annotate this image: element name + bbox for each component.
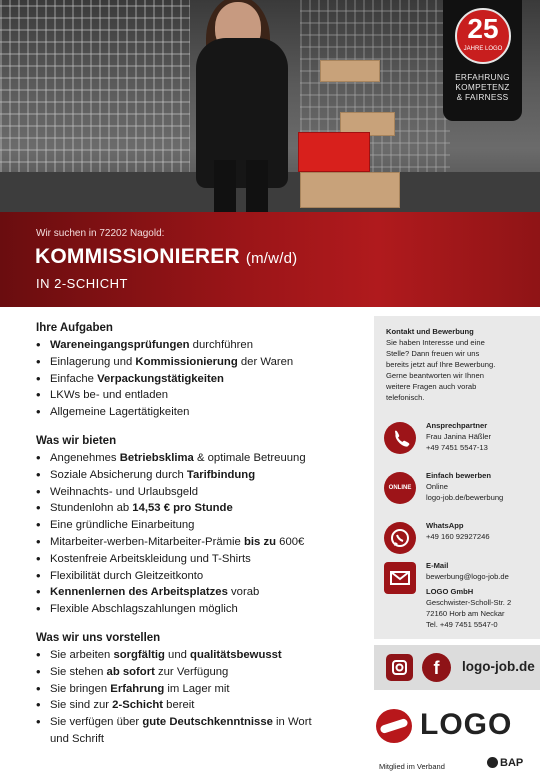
bap-text: BAP bbox=[500, 757, 524, 769]
list-item bbox=[36, 731, 356, 748]
online-label: Einfach bewerben bbox=[426, 471, 491, 480]
list-item-bold: qualitätsbewusst bbox=[190, 648, 282, 661]
contact-sidebar bbox=[374, 316, 540, 639]
badge-line-1: ERFAHRUNG bbox=[455, 72, 510, 82]
list-item-text: Mitarbeiter-werben-Mitarbeiter-Prämie bbox=[50, 535, 241, 548]
phone-icon bbox=[384, 422, 416, 454]
social-bar bbox=[374, 645, 540, 690]
list-item-bold: gute Deutschkenntnisse bbox=[142, 716, 273, 729]
list-item-text: durchführen bbox=[189, 339, 253, 351]
list-item-bold: Verpackungstätigkeiten bbox=[97, 372, 224, 385]
list-item bbox=[36, 337, 356, 354]
membership-note: Mitglied im Verband bbox=[379, 762, 445, 771]
list-item-text: Stundenlohn ab bbox=[50, 502, 133, 515]
website-link[interactable]: logo-job.de bbox=[462, 659, 535, 674]
contact-phone[interactable]: +49 7451 5547-13 bbox=[426, 443, 488, 452]
section-heading-bieten: Was wir bieten bbox=[36, 434, 117, 447]
contact-intro-line: bereits jetzt auf Ihre Bewerbung. bbox=[386, 360, 496, 369]
section-heading-aufgaben: Ihre Aufgaben bbox=[36, 322, 113, 334]
job-title-suffix: (m/w/d) bbox=[245, 250, 298, 267]
contact-intro-line: weitere Fragen auch vorab bbox=[386, 382, 477, 391]
badge-line-2: KOMPETENZ bbox=[455, 82, 510, 92]
list-item-text: zur Verfügung bbox=[154, 665, 229, 678]
list-item-text: und Schrift bbox=[50, 732, 105, 745]
whatsapp-row[interactable] bbox=[384, 522, 540, 562]
list-item bbox=[36, 647, 356, 664]
list-bieten bbox=[36, 450, 356, 618]
mail-icon bbox=[384, 562, 416, 594]
company-tel: Tel. +49 7451 5547-0 bbox=[426, 620, 498, 629]
list-item-text: Sie arbeiten bbox=[50, 648, 114, 661]
list-item bbox=[36, 387, 356, 404]
list-item-text: Flexible Abschlagszahlungen möglich bbox=[50, 603, 238, 616]
list-item-bold: ab sofort bbox=[106, 665, 155, 678]
section-heading-vorstellen: Was wir uns vorstellen bbox=[36, 631, 161, 644]
company-name: LOGO GmbH bbox=[426, 587, 474, 596]
whatsapp-icon bbox=[384, 522, 416, 554]
list-item bbox=[36, 484, 356, 501]
online-line2: Online bbox=[426, 482, 448, 491]
logo-swirl-icon bbox=[376, 709, 412, 743]
list-item-bold: Kommissionierung bbox=[135, 355, 238, 368]
list-item-text: 600€ bbox=[279, 535, 305, 548]
logo-wordmark: LOGO bbox=[420, 708, 513, 741]
contact-phone-row[interactable] bbox=[384, 422, 540, 462]
list-item bbox=[36, 371, 356, 388]
job-details bbox=[36, 322, 356, 762]
list-item bbox=[36, 500, 356, 517]
list-item-text: Soziale Absicherung durch bbox=[50, 468, 187, 481]
list-item-text: Sie sind zur bbox=[50, 699, 113, 712]
badge-line-3: & FAIRNESS bbox=[456, 92, 509, 102]
list-item-text: im Lager mit bbox=[164, 682, 230, 695]
list-item-bold: Wareneingangsprüfungen bbox=[50, 339, 190, 351]
list-item bbox=[36, 697, 356, 714]
list-item bbox=[36, 601, 356, 618]
list-item-bold: Betriebsklima bbox=[119, 451, 194, 464]
company-city: 72160 Horb am Neckar bbox=[426, 609, 505, 618]
whatsapp-label: WhatsApp bbox=[426, 521, 464, 530]
list-item-text: vorab bbox=[227, 586, 260, 599]
contact-label: Ansprechpartner bbox=[426, 421, 488, 430]
location-line: Wir suchen in 72202 Nagold: bbox=[36, 228, 165, 239]
list-item bbox=[36, 551, 356, 568]
list-item bbox=[36, 354, 356, 371]
list-item-text: Flexibilität durch Gleitzeitkonto bbox=[50, 569, 204, 582]
facebook-icon[interactable]: f bbox=[422, 653, 451, 682]
title-band bbox=[0, 212, 540, 307]
contact-intro-line: Sie haben Interesse und eine bbox=[386, 338, 485, 347]
anniversary-circle bbox=[455, 8, 511, 64]
contact-intro-title: Kontakt und Bewerbung bbox=[386, 327, 474, 336]
list-item-text: LKWs be- und entladen bbox=[50, 389, 169, 402]
list-item-text: Angenehmes bbox=[50, 451, 120, 464]
whatsapp-number[interactable]: +49 160 92927246 bbox=[426, 532, 490, 541]
online-url[interactable]: logo-job.de/bewerbung bbox=[426, 493, 504, 502]
email-label: E-Mail bbox=[426, 561, 449, 570]
anniversary-badge bbox=[443, 0, 522, 121]
contact-intro-line: Stelle? Dann freuen wir uns bbox=[386, 349, 480, 358]
email-address[interactable]: bewerbung@logo-job.de bbox=[426, 572, 509, 581]
company-logo bbox=[376, 706, 530, 746]
list-item-text: in Wort bbox=[272, 716, 312, 729]
shift-line: IN 2-SCHICHT bbox=[36, 276, 128, 291]
list-aufgaben bbox=[36, 337, 356, 421]
apply-online-row[interactable] bbox=[384, 472, 540, 512]
contact-name: Frau Janina Häßler bbox=[426, 432, 491, 441]
company-address bbox=[426, 586, 511, 630]
list-item-text: Allgemeine Lagertätigkeiten bbox=[50, 406, 190, 419]
list-item-text: Einfache bbox=[50, 372, 98, 385]
list-item bbox=[36, 714, 356, 731]
list-item bbox=[36, 517, 356, 534]
contact-intro-line: telefonisch. bbox=[386, 393, 425, 402]
instagram-icon[interactable] bbox=[386, 654, 413, 681]
list-item-bold: 2-Schicht bbox=[112, 699, 164, 712]
contact-intro-line: Gerne beantworten wir Ihnen bbox=[386, 371, 484, 380]
online-icon bbox=[384, 472, 416, 504]
list-item-bold: Kennenlernen des Arbeitsplatzes bbox=[50, 586, 228, 599]
list-item bbox=[36, 664, 356, 681]
list-item-text: der Waren bbox=[237, 355, 294, 368]
list-item-text: bereit bbox=[163, 699, 195, 712]
bap-logo bbox=[487, 757, 523, 769]
list-item bbox=[36, 584, 356, 601]
list-item-text: und bbox=[164, 648, 191, 661]
list-item-text: Sie stehen bbox=[50, 665, 107, 678]
online-icon-text: ONLINE bbox=[388, 485, 412, 491]
list-item bbox=[36, 404, 356, 421]
list-item bbox=[36, 450, 356, 467]
list-item bbox=[36, 467, 356, 484]
anniversary-number: 25 bbox=[467, 13, 499, 44]
list-item bbox=[36, 534, 356, 551]
list-item bbox=[36, 681, 356, 698]
list-vorstellen bbox=[36, 647, 356, 748]
list-item-text: Sie bringen bbox=[50, 682, 111, 695]
list-item bbox=[36, 568, 356, 585]
contact-intro bbox=[386, 326, 536, 403]
anniversary-sub: JAHRE LOGO bbox=[463, 46, 503, 52]
job-title bbox=[35, 245, 297, 269]
list-item-bold: 14,53 € pro Stunde bbox=[132, 502, 233, 515]
list-item-text: Eine gründliche Einarbeitung bbox=[50, 519, 195, 532]
list-item-bold: Tarifbindung bbox=[186, 468, 256, 481]
bap-dot-icon bbox=[487, 757, 498, 768]
company-street: Geschwister-Scholl-Str. 2 bbox=[426, 598, 512, 607]
list-item-text: Weihnachts- und Urlaubsgeld bbox=[50, 485, 198, 498]
list-item-bold: Erfahrung bbox=[110, 682, 165, 695]
list-item-bold: sorgfältig bbox=[113, 648, 165, 661]
list-item-text: Kostenfreie Arbeitskleidung und T-Shirts bbox=[50, 552, 251, 565]
list-item-text: & optimale Betreuung bbox=[193, 451, 306, 464]
list-item-text: Sie verfügen über bbox=[50, 716, 143, 729]
job-title-text: KOMMISSIONIERER bbox=[35, 245, 240, 268]
list-item-text: Einlagerung und bbox=[50, 355, 136, 368]
list-item-bold: bis zu bbox=[240, 535, 280, 548]
